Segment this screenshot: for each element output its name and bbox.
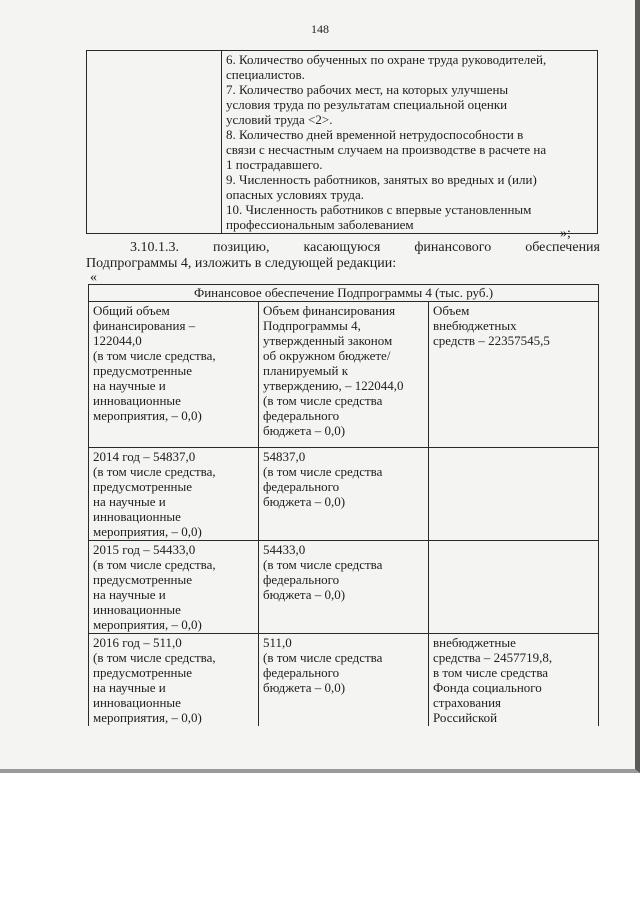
finance-table-title-row <box>89 285 599 302</box>
table-row <box>89 448 599 541</box>
year-extrabudgetary-cell <box>429 448 599 541</box>
table-row <box>89 634 599 727</box>
indicator-item: 8. Количество дней временной нетрудоспособности в связи с несчастным случаем на производстве в расчете на 1 пострадавшего. <box>226 127 547 172</box>
table-row <box>89 302 599 448</box>
finance-table <box>88 284 599 726</box>
finance-table-title: Финансовое обеспечение Подпрограммы 4 (тыс. руб.) <box>89 285 599 302</box>
year-budget-cell: 54837,0 (в том числе средства федерального бюджета – 0,0) <box>259 448 429 541</box>
year-total-cell: 2016 год – 511,0 (в том числе средства, предусмотренные на научные и инновационные мероприятия, – 0,0) <box>89 634 259 727</box>
table-row <box>89 541 599 634</box>
total-funding-cell: Общий объем финансирования – 122044,0 (в том числе средства, предусмотренные на научные и инновационные мероприятия, – 0,0) <box>89 302 259 448</box>
budget-funding-cell: Объем финансирования Подпрограммы 4, утвержденный законом об окружном бюджете/ планируемый к утверждению, – 122044,0 (в том числе средства федерального бюджета – 0,0) <box>259 302 429 448</box>
amendment-instruction-line2: Подпрограммы 4, изложить в следующей редакции: <box>86 256 397 271</box>
page-number: 148 <box>311 22 329 36</box>
indicator-item: 6. Количество обученных по охране труда руководителей, специалистов. <box>226 52 547 82</box>
year-extrabudgetary-cell: внебюджетные средства – 2457719,8, в том числе средства Фонда социального страхования Российской <box>429 634 599 727</box>
year-total-cell: 2015 год – 54433,0 (в том числе средства, предусмотренные на научные и инновационные мероприятия, – 0,0) <box>89 541 259 634</box>
indicators-list-cell <box>222 51 598 234</box>
extrabudgetary-funding-cell: Объем внебюджетных средств – 22357545,5 <box>429 302 599 448</box>
year-total-cell: 2014 год – 54837,0 (в том числе средства, предусмотренные на научные и инновационные мероприятия, – 0,0) <box>89 448 259 541</box>
indicators-left-cell <box>87 51 222 234</box>
year-budget-cell: 54433,0 (в том числе средства федерального бюджета – 0,0) <box>259 541 429 634</box>
indicators-table <box>86 50 598 234</box>
indicator-item: 9. Численность работников, занятых во вредных и (или) опасных условиях труда. <box>226 172 537 202</box>
year-budget-cell: 511,0 (в том числе средства федерального бюджета – 0,0) <box>259 634 429 727</box>
indicator-item: 10. Численность работников с впервые установленным профессиональным заболеванием <box>226 202 532 232</box>
indicator-item: 7. Количество рабочих мест, на которых улучшены условия труда по результатам специальной оценки условий труда <2>. <box>226 82 509 127</box>
table-row <box>87 51 598 234</box>
year-extrabudgetary-cell <box>429 541 599 634</box>
closing-quote-mark: »; <box>560 226 571 241</box>
amendment-instruction-line1: 3.10.1.3. позицию, касающуюся финансового обеспечения <box>130 240 600 255</box>
opening-quote-mark: « <box>90 270 97 285</box>
